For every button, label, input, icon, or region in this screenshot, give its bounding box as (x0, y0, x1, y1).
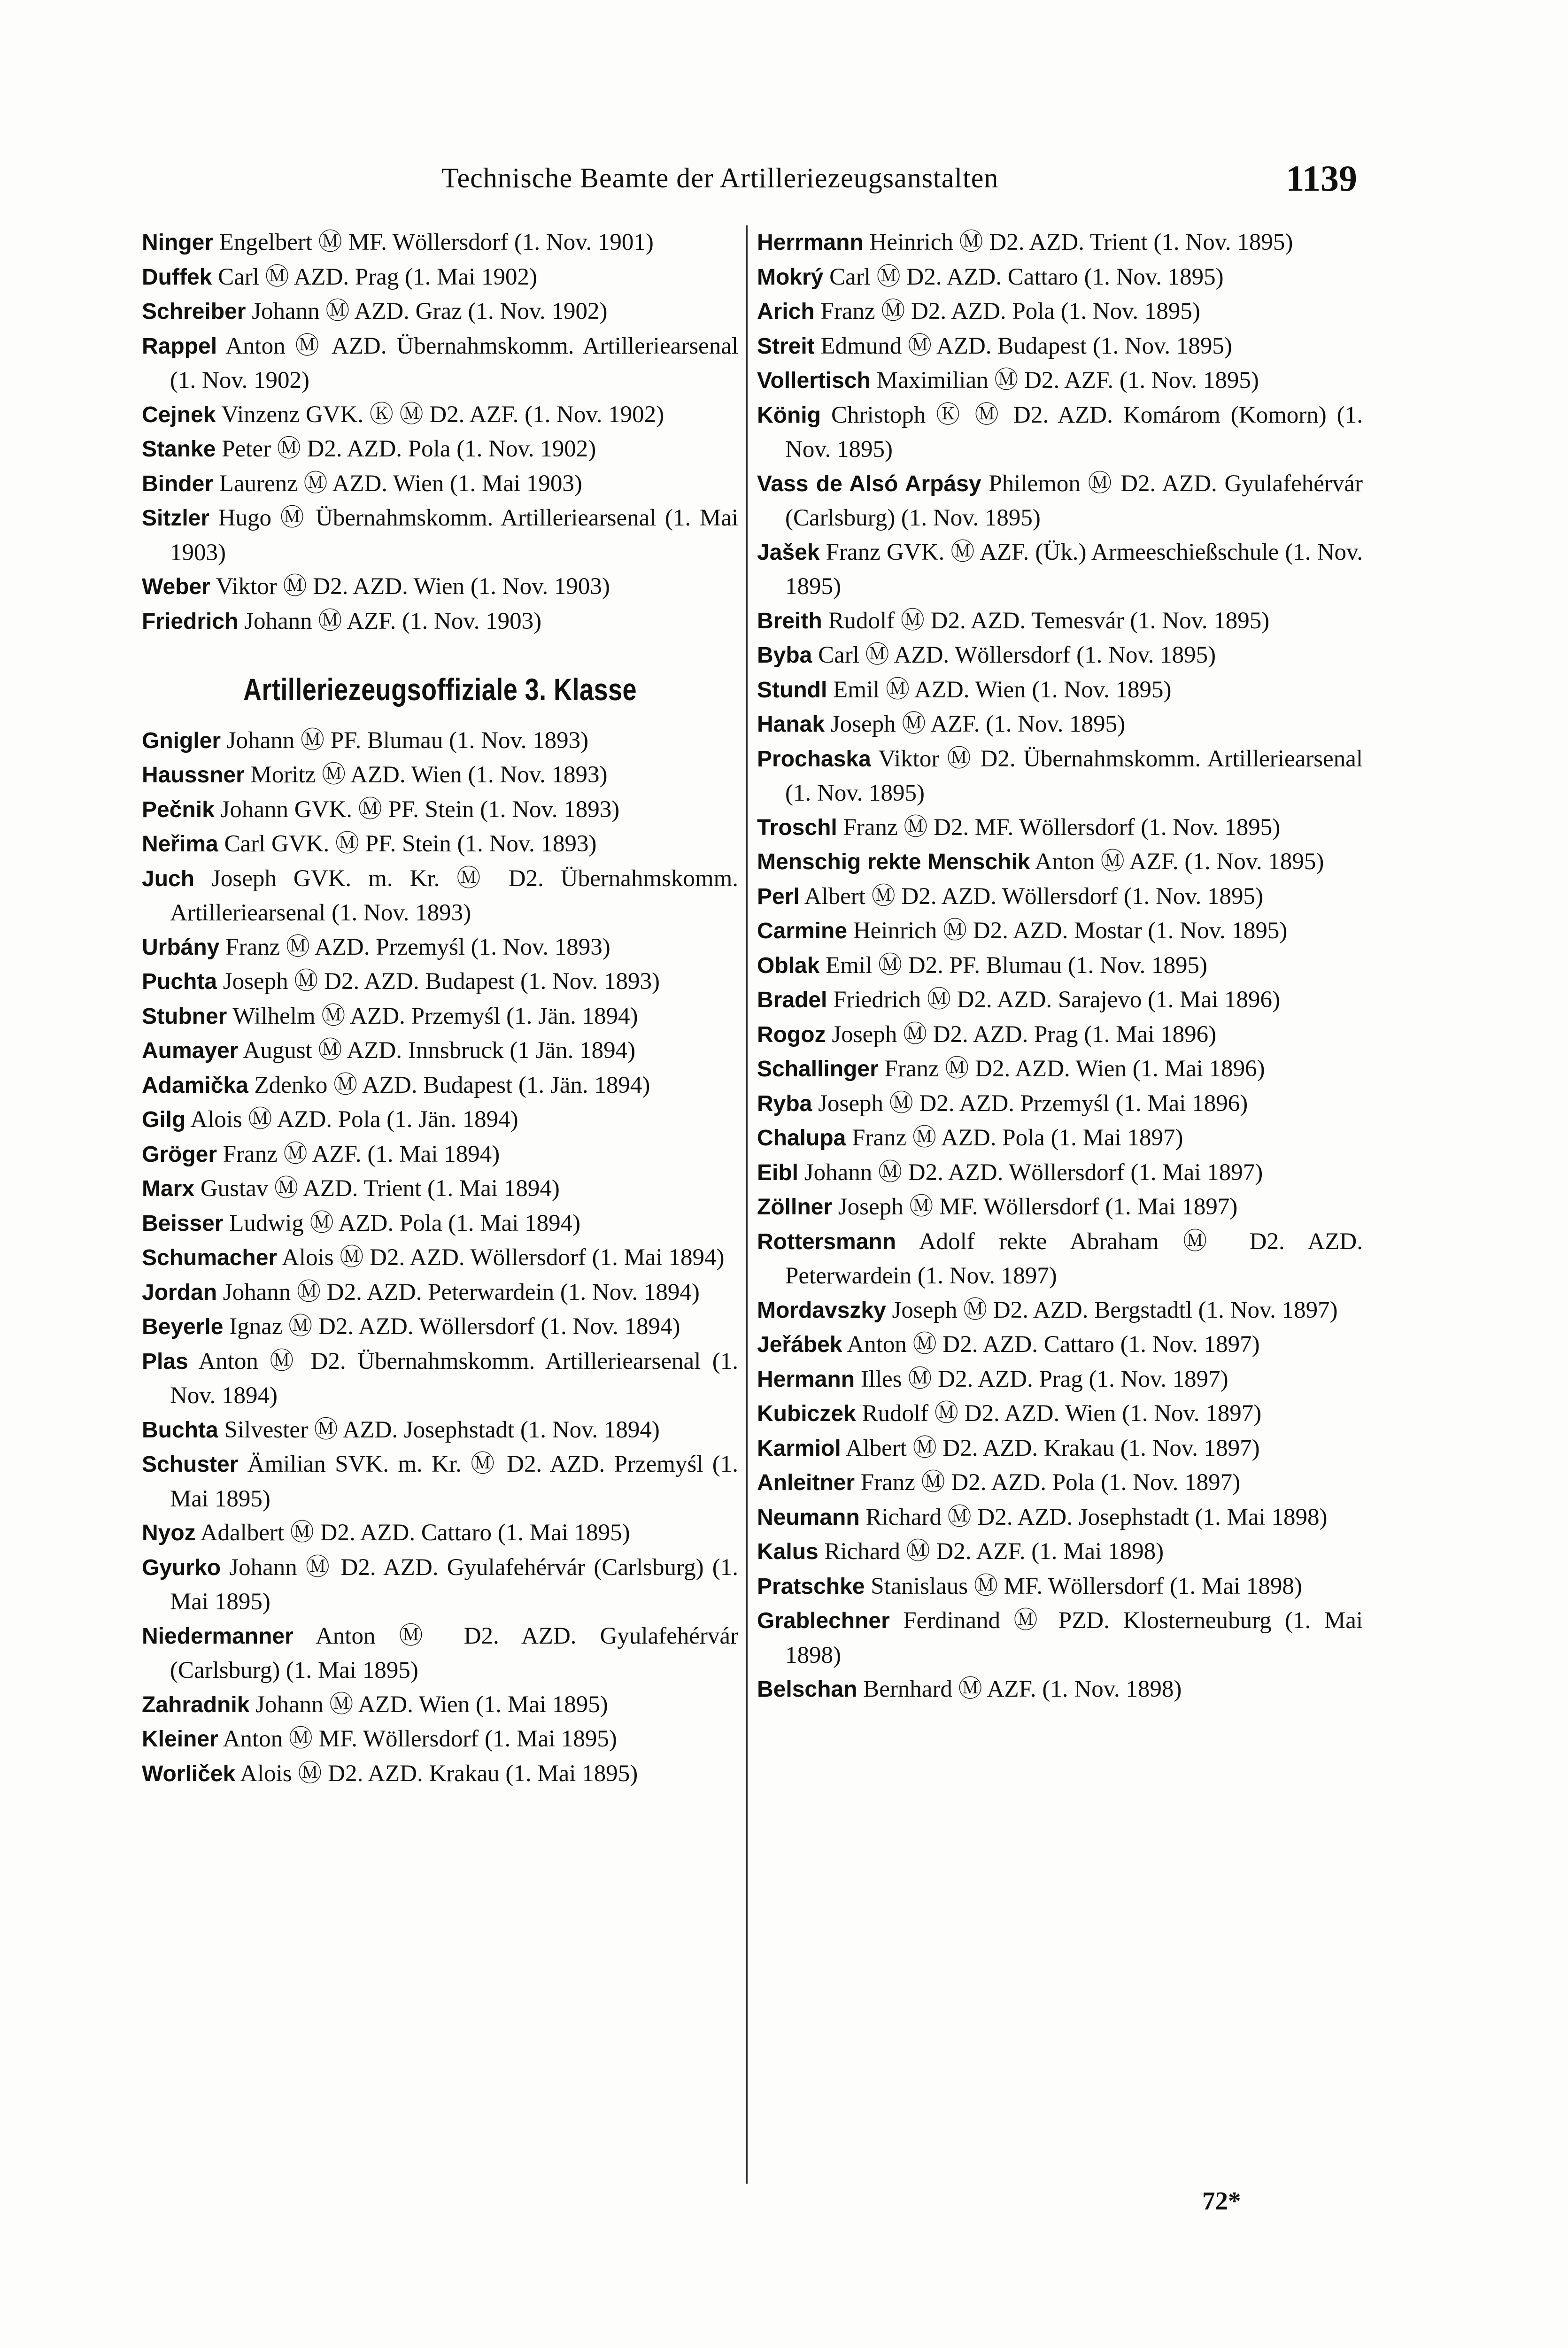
list-item (757, 604, 1363, 639)
list-item (757, 673, 1363, 708)
list-item (142, 1688, 738, 1722)
list-item (757, 983, 1363, 1018)
entry-details: Alois Ⓜ D2. AZD. Krakau (1. Mai 1895) (240, 1760, 638, 1787)
entry-details: Joseph GVK. m. Kr. Ⓜ D2. Übernahmskomm. Artilleriearsenal (1. Nov. 1893) (170, 865, 739, 926)
entry-details: Johann Ⓜ AZD. Graz (1. Nov. 1902) (252, 298, 608, 324)
list-item (142, 758, 738, 793)
entry-details: Ferdinand Ⓜ PZD. Klosterneuburg (1. Mai 1898) (785, 1607, 1363, 1668)
entry-details: Vinzenz GVK. Ⓚ Ⓜ D2. AZF. (1. Nov. 1902) (221, 401, 664, 428)
entry-surname: Stanke (142, 437, 216, 462)
entry-details: Friedrich Ⓜ D2. AZD. Sarajevo (1. Mai 1896) (833, 987, 1280, 1013)
entry-surname: Niedermanner (142, 1623, 294, 1649)
entry-surname: Gnigler (142, 728, 221, 753)
entry-surname: Chalupa (757, 1126, 846, 1151)
left-column (142, 225, 738, 1791)
entry-surname: Vollertisch (757, 368, 871, 393)
entry-details: August Ⓜ AZD. Innsbruck (1 Jän. 1894) (243, 1037, 636, 1064)
list-item (142, 827, 738, 862)
list-item (757, 1018, 1363, 1052)
list-item (142, 965, 738, 999)
list-item (142, 1103, 738, 1137)
entry-surname: König (757, 402, 821, 428)
entry-details: Heinrich Ⓜ D2. AZD. Mostar (1. Nov. 1895) (853, 918, 1288, 944)
entry-surname: Bradel (757, 988, 827, 1012)
entry-surname: Beisser (142, 1211, 224, 1236)
entry-surname: Beyerle (142, 1314, 224, 1339)
entry-details: Johann Ⓜ D2. AZD. Gyulafehérvár (Carlsburg) (1. Mai 1895) (170, 1554, 738, 1615)
entry-surname: Vass de Alsó Arpásy (757, 471, 981, 496)
left-entry-list-top (142, 225, 738, 639)
list-item (757, 1672, 1363, 1707)
entry-details: Anton Ⓜ MF. Wöllersdorf (1. Mai 1895) (223, 1726, 617, 1752)
entry-surname: Oblak (757, 953, 820, 978)
entry-surname: Rottersmann (757, 1229, 896, 1254)
list-item (142, 1275, 738, 1310)
entry-surname: Jordan (142, 1280, 217, 1305)
list-item (757, 1225, 1363, 1293)
entry-surname: Grablechner (757, 1608, 890, 1633)
entry-details: Peter Ⓜ D2. AZD. Pola (1. Nov. 1902) (222, 436, 596, 462)
list-item (142, 862, 738, 930)
page-number: 1139 (1286, 158, 1357, 199)
entry-surname: Kleiner (142, 1727, 218, 1752)
entry-surname: Schreiber (142, 299, 246, 324)
entry-details: Anton Ⓜ AZF. (1. Nov. 1895) (1035, 849, 1324, 875)
entry-surname: Byba (757, 643, 812, 668)
entry-details: Viktor Ⓜ D2. Übernahmskomm. Artilleriearsenal (1. Nov. 1895) (785, 745, 1363, 806)
entry-details: Johann Ⓜ AZF. (1. Nov. 1903) (244, 608, 542, 634)
list-item (142, 398, 738, 433)
list-item (142, 1757, 738, 1792)
entry-details: Philemon Ⓜ D2. AZD. Gyulafehérvár (Carlsburg) (1. Nov. 1895) (785, 470, 1363, 531)
list-item (757, 1156, 1363, 1190)
entry-details: Joseph Ⓜ AZF. (1. Nov. 1895) (830, 711, 1126, 737)
list-item (757, 1569, 1363, 1604)
list-item (757, 811, 1363, 845)
list-item (142, 1619, 738, 1688)
entry-surname: Marx (142, 1176, 195, 1201)
entry-surname: Neumann (757, 1505, 860, 1530)
list-item (142, 604, 738, 639)
list-item (142, 999, 738, 1034)
entry-details: Ignaz Ⓜ D2. AZD. Wöllersdorf (1. Nov. 1894) (229, 1313, 680, 1340)
entry-details: Rudolf Ⓜ D2. AZD. Wien (1. Nov. 1897) (862, 1400, 1262, 1427)
entry-surname: Gilg (142, 1107, 186, 1132)
list-item (757, 845, 1363, 880)
list-item (142, 724, 738, 758)
entry-surname: Streit (757, 333, 815, 359)
list-item (757, 1397, 1363, 1431)
list-item (142, 930, 738, 965)
entry-details: Adalbert Ⓜ D2. AZD. Cattaro (1. Mai 1895) (200, 1520, 630, 1546)
entry-surname: Stubner (142, 1004, 227, 1029)
entry-details: Rudolf Ⓜ D2. AZD. Temesvár (1. Nov. 1895) (828, 607, 1270, 634)
entry-surname: Rappel (142, 333, 217, 359)
list-item (142, 1722, 738, 1757)
list-item (757, 294, 1363, 329)
list-item (757, 880, 1363, 914)
entry-details: Johann Ⓜ AZD. Wien (1. Mai 1895) (255, 1691, 608, 1718)
list-item (757, 1362, 1363, 1397)
entry-surname: Pratschke (757, 1574, 865, 1599)
entry-details: Franz Ⓜ AZD. Przemyśl (1. Nov. 1893) (225, 934, 610, 960)
entry-details: Anton Ⓜ D2. Übernahmskomm. Artilleriearsenal (1. Nov. 1894) (170, 1348, 738, 1409)
entry-surname: Juch (142, 866, 195, 891)
entry-surname: Troschl (757, 815, 837, 840)
entry-surname: Herrmann (757, 230, 864, 255)
list-item (142, 260, 738, 295)
page-header (155, 157, 1357, 209)
entry-details: Viktor Ⓜ D2. AZD. Wien (1. Nov. 1903) (216, 573, 610, 600)
left-entry-list-bottom (142, 724, 738, 1792)
entry-details: Anton Ⓜ D2. AZD. Gyulafehérvár (Carlsburg) (1. Mai 1895) (170, 1622, 739, 1684)
list-item (757, 535, 1363, 604)
list-item (142, 1034, 738, 1068)
list-item (757, 1431, 1363, 1466)
entry-surname: Arich (757, 299, 815, 324)
entry-surname: Ninger (142, 230, 214, 255)
entry-details: Johann Ⓜ D2. AZD. Wöllersdorf (1. Mai 1897) (804, 1159, 1263, 1186)
entry-details: Johann Ⓜ PF. Blumau (1. Nov. 1893) (226, 727, 589, 754)
entry-details: Carl Ⓜ AZD. Prag (1. Mai 1902) (218, 263, 538, 290)
entry-details: Stanislaus Ⓜ MF. Wöllersdorf (1. Mai 1898) (871, 1573, 1302, 1599)
entry-details: Franz Ⓜ AZF. (1. Mai 1894) (223, 1141, 500, 1167)
entry-surname: Worliček (142, 1761, 236, 1786)
entry-details: Carl Ⓜ D2. AZD. Cattaro (1. Nov. 1895) (829, 263, 1224, 290)
entry-details: Christoph Ⓚ Ⓜ D2. AZD. Komárom (Komorn) (1. Nov. 1895) (785, 402, 1363, 463)
entry-details: Ludwig Ⓜ AZD. Pola (1. Mai 1894) (229, 1210, 581, 1236)
entry-details: Joseph Ⓜ D2. AZD. Bergstadtl (1. Nov. 1897) (892, 1297, 1338, 1323)
entry-details: Alois Ⓜ AZD. Pola (1. Jän. 1894) (190, 1106, 518, 1133)
entry-surname: Hanak (757, 712, 825, 737)
list-item (142, 1516, 738, 1551)
list-item (757, 467, 1363, 535)
entry-details: Johann GVK. Ⓜ PF. Stein (1. Nov. 1893) (220, 796, 620, 823)
entry-surname: Zöllner (757, 1195, 833, 1220)
entry-details: Wilhelm Ⓜ AZD. Przemyśl (1. Jän. 1894) (232, 1003, 638, 1029)
entry-details: Joseph Ⓜ MF. Wöllersdorf (1. Mai 1897) (838, 1194, 1238, 1220)
entry-details: Anton Ⓜ AZD. Übernahmskomm. Artilleriearsenal (1. Nov. 1902) (170, 332, 738, 394)
entry-details: Franz Ⓜ D2. MF. Wöllersdorf (1. Nov. 1895) (843, 814, 1281, 841)
list-item (757, 707, 1363, 742)
entry-details: Joseph Ⓜ D2. AZD. Budapest (1. Nov. 1893) (223, 968, 660, 995)
entry-surname: Schuster (142, 1452, 239, 1477)
entry-details: Heinrich Ⓜ D2. AZD. Trient (1. Nov. 1895) (869, 229, 1293, 255)
list-item (142, 1206, 738, 1241)
entry-surname: Menschig rekte Menschik (757, 850, 1030, 874)
entry-surname: Kubiczek (757, 1401, 856, 1426)
entry-details: Carl GVK. Ⓜ PF. Stein (1. Nov. 1893) (224, 831, 597, 857)
entry-details: Emil Ⓜ D2. PF. Blumau (1. Nov. 1895) (826, 952, 1208, 979)
list-item (757, 260, 1363, 295)
entry-surname: Nyoz (142, 1521, 196, 1545)
list-item (757, 1466, 1363, 1500)
entry-details: Maximilian Ⓜ D2. AZF. (1. Nov. 1895) (876, 367, 1259, 394)
entry-surname: Gyurko (142, 1555, 221, 1580)
entry-details: Johann Ⓜ D2. AZD. Peterwardein (1. Nov. 1894) (223, 1279, 700, 1305)
entry-surname: Sitzler (142, 506, 210, 531)
list-item (757, 1604, 1363, 1672)
entry-surname: Plas (142, 1349, 188, 1374)
entry-surname: Anleitner (757, 1470, 855, 1495)
entry-surname: Perl (757, 884, 800, 909)
running-title: Technische Beamte der Artilleriezeugsanstalten (441, 162, 999, 193)
list-item (757, 1293, 1363, 1328)
list-item (142, 467, 738, 502)
entry-details: Emil Ⓜ AZD. Wien (1. Nov. 1895) (833, 676, 1172, 703)
entry-details: Albert Ⓜ D2. AZD. Krakau (1. Nov. 1897) (845, 1435, 1260, 1461)
entry-details: Adolf rekte Abraham Ⓜ D2. AZD. Peterwardein (1. Nov. 1897) (785, 1228, 1363, 1289)
right-entry-list (757, 225, 1363, 1707)
list-item (142, 329, 738, 398)
entry-surname: Jeřábek (757, 1332, 842, 1357)
entry-surname: Cejnek (142, 402, 216, 427)
list-item (757, 1328, 1363, 1362)
entry-surname: Breith (757, 608, 822, 633)
entry-details: Franz Ⓜ D2. AZD. Wien (1. Mai 1896) (884, 1056, 1265, 1082)
signature-mark: 72* (1202, 2186, 1241, 2215)
list-item (142, 1241, 738, 1275)
entry-details: Hugo Ⓜ Übernahmskomm. Artilleriearsenal (1. Mai 1903) (170, 505, 739, 566)
entry-surname: Pečnik (142, 797, 215, 822)
entry-details: Franz Ⓜ D2. AZD. Pola (1. Nov. 1895) (820, 298, 1200, 324)
list-item (142, 1172, 738, 1206)
entry-surname: Adamička (142, 1073, 248, 1098)
entry-surname: Binder (142, 471, 214, 496)
entry-details: Ämilian SVK. m. Kr. Ⓜ D2. AZD. Przemyśl (1. Mai 1895) (170, 1451, 738, 1512)
entry-details: Joseph Ⓜ D2. AZD. Przemyśl (1. Mai 1896) (818, 1090, 1248, 1117)
entry-details: Carl Ⓜ AZD. Wöllersdorf (1. Nov. 1895) (818, 642, 1216, 668)
entry-surname: Mordavszky (757, 1298, 886, 1323)
entry-surname: Eibl (757, 1160, 799, 1185)
list-item (757, 329, 1363, 364)
entry-surname: Weber (142, 574, 210, 599)
list-item (757, 363, 1363, 398)
list-item (142, 1551, 738, 1619)
entry-surname: Puchta (142, 969, 217, 994)
list-item (757, 1535, 1363, 1569)
list-item (142, 793, 738, 827)
entry-surname: Carmine (757, 919, 848, 943)
entry-surname: Mokrý (757, 264, 824, 290)
list-item (142, 1447, 738, 1516)
column-divider (746, 225, 748, 2184)
entry-details: Joseph Ⓜ D2. AZD. Prag (1. Mai 1896) (832, 1021, 1217, 1048)
entry-surname: Karmiol (757, 1436, 841, 1461)
entry-surname: Hermann (757, 1367, 855, 1392)
list-item (142, 1413, 738, 1448)
entry-details: Albert Ⓜ D2. AZD. Wöllersdorf (1. Nov. 1895) (804, 883, 1264, 910)
list-item (142, 294, 738, 329)
entry-details: Franz Ⓜ AZD. Pola (1. Mai 1897) (852, 1125, 1183, 1151)
entry-details: Laurenz Ⓜ AZD. Wien (1. Mai 1903) (219, 470, 582, 497)
entry-details: Zdenko Ⓜ AZD. Budapest (1. Jän. 1894) (254, 1072, 650, 1098)
entry-surname: Prochaska (757, 746, 871, 772)
entry-details: Moritz Ⓜ AZD. Wien (1. Nov. 1893) (250, 762, 608, 788)
list-item (757, 1121, 1363, 1156)
entry-details: Illes Ⓜ D2. AZD. Prag (1. Nov. 1897) (860, 1366, 1228, 1392)
entry-surname: Duffek (142, 264, 212, 290)
list-item (757, 398, 1363, 467)
list-item (142, 1137, 738, 1172)
section-heading: Artilleriezeugsoffiziale 3. Klasse (243, 672, 637, 707)
list-item (142, 432, 738, 467)
entry-surname: Kalus (757, 1539, 819, 1564)
list-item (757, 742, 1363, 811)
list-item (757, 225, 1363, 260)
entry-details: Silvester Ⓜ AZD. Josephstadt (1. Nov. 1894) (224, 1416, 660, 1443)
entry-surname: Neřima (142, 832, 218, 857)
right-column (757, 225, 1363, 1707)
list-item (142, 1310, 738, 1344)
list-item (757, 1500, 1363, 1535)
entry-surname: Aumayer (142, 1038, 239, 1063)
entry-details: Alois Ⓜ D2. AZD. Wöllersdorf (1. Mai 1894) (282, 1244, 725, 1271)
entry-details: Edmund Ⓜ AZD. Budapest (1. Nov. 1895) (820, 332, 1232, 359)
entry-surname: Schallinger (757, 1057, 879, 1081)
list-item (142, 1068, 738, 1103)
list-item (757, 638, 1363, 673)
entry-details: Richard Ⓜ D2. AZF. (1. Mai 1898) (824, 1538, 1164, 1565)
list-item (757, 1087, 1363, 1121)
entry-surname: Friedrich (142, 609, 239, 634)
list-item (142, 570, 738, 604)
list-item (757, 914, 1363, 949)
entry-surname: Zahradnik (142, 1692, 250, 1717)
entry-details: Bernhard Ⓜ AZF. (1. Nov. 1898) (863, 1676, 1182, 1702)
list-item (757, 949, 1363, 983)
list-item (142, 225, 738, 260)
entry-details: Gustav Ⓜ AZD. Trient (1. Mai 1894) (200, 1175, 560, 1202)
entry-surname: Ryba (757, 1091, 812, 1116)
list-item (142, 1344, 738, 1413)
entry-surname: Belschan (757, 1677, 857, 1702)
entry-details: Anton Ⓜ D2. AZD. Cattaro (1. Nov. 1897) (847, 1331, 1260, 1358)
entry-surname: Gröger (142, 1142, 217, 1167)
entry-details: Franz GVK. Ⓜ AZF. (Ük.) Armeeschießschule (1. Nov. 1895) (785, 539, 1363, 600)
entry-surname: Stundl (757, 677, 827, 703)
entry-surname: Rogoz (757, 1022, 826, 1047)
list-item (757, 1052, 1363, 1087)
entry-surname: Buchta (142, 1417, 218, 1443)
entry-surname: Jašek (757, 540, 820, 565)
entry-surname: Schumacher (142, 1245, 278, 1270)
entry-details: Franz Ⓜ D2. AZD. Pola (1. Nov. 1897) (860, 1469, 1241, 1496)
entry-details: Richard Ⓜ D2. AZD. Josephstadt (1. Mai 1898) (865, 1504, 1328, 1530)
entry-details: Engelbert Ⓜ MF. Wöllersdorf (1. Nov. 1901) (219, 229, 654, 255)
entry-surname: Haussner (142, 763, 245, 788)
entry-surname: Urbány (142, 935, 220, 960)
list-item (757, 1190, 1363, 1225)
list-item (142, 501, 738, 570)
